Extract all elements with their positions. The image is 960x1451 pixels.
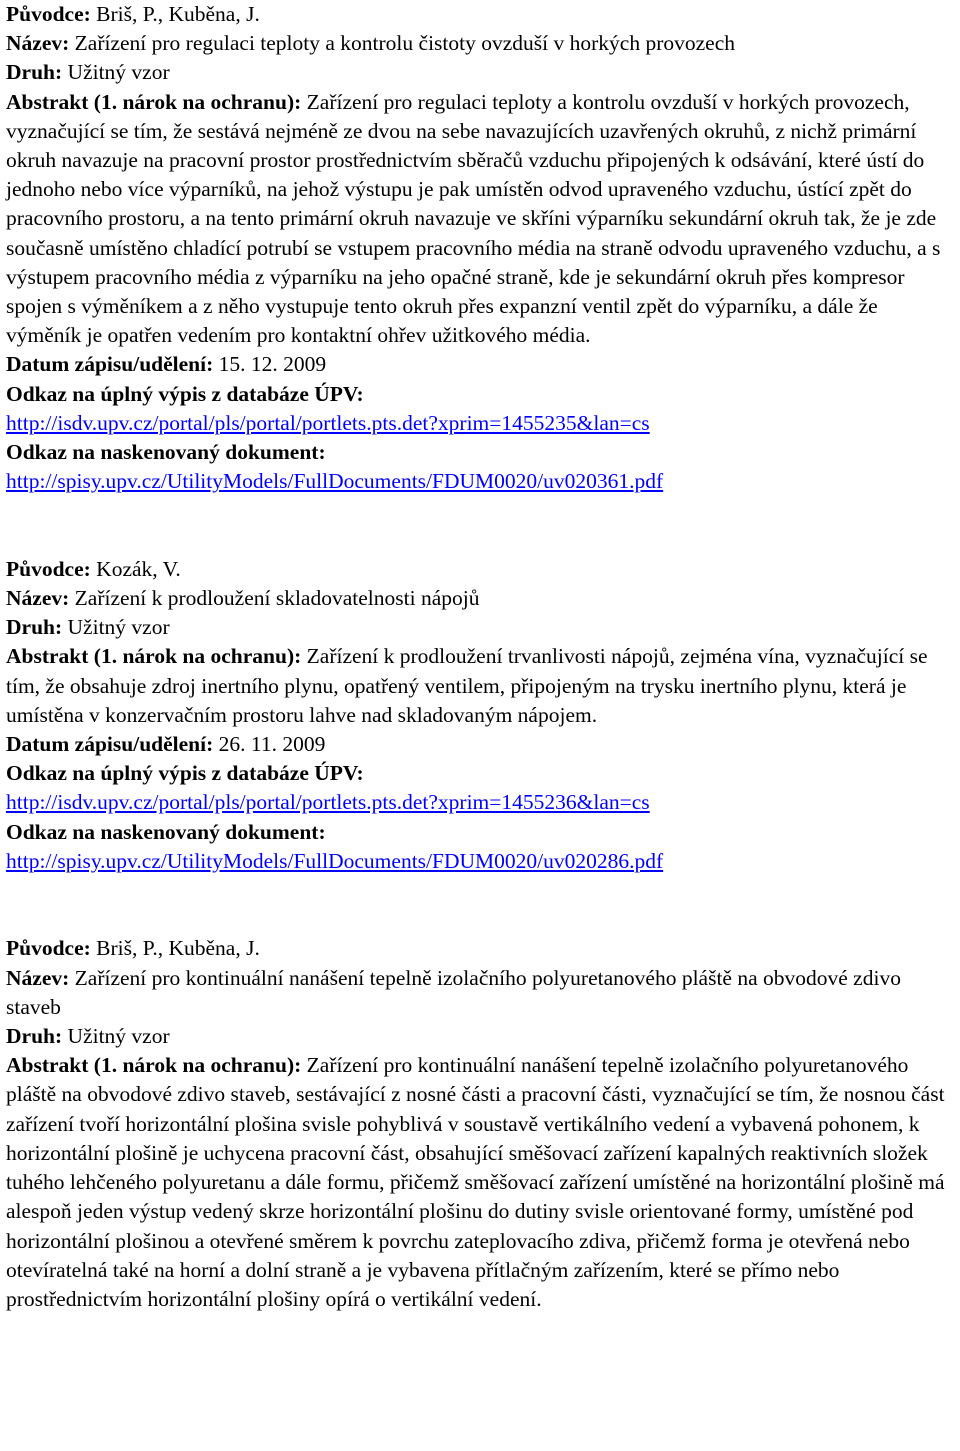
type-label: Druh: bbox=[6, 615, 63, 640]
abstract-paragraph bbox=[6, 88, 956, 351]
date-label: Datum zápisu/udělení: bbox=[6, 732, 214, 757]
abstract-paragraph bbox=[6, 642, 956, 730]
utility-model-record bbox=[6, 0, 956, 496]
scanned-document-link[interactable]: http://spisy.upv.cz/UtilityModels/FullDocuments/FDUM0020/uv020361.pdf bbox=[6, 469, 664, 494]
title-value: Zařízení k prodloužení skladovatelnosti nápojů bbox=[74, 586, 480, 611]
type-value: Užitný vzor bbox=[67, 60, 170, 85]
utility-model-record bbox=[6, 934, 956, 1314]
db-link-label: Odkaz na úplný výpis z databáze ÚPV: bbox=[6, 381, 364, 406]
title-value: Zařízení pro regulaci teploty a kontrolu čistoty ovzduší v horkých provozech bbox=[74, 31, 735, 56]
title-value: Zařízení pro kontinuální nanášení tepelně izolačního polyuretanového pláště na obvodové zdivo staveb bbox=[6, 965, 901, 1019]
doc-link-label: Odkaz na naskenovaný dokument: bbox=[6, 440, 326, 465]
type-label: Druh: bbox=[6, 1024, 63, 1049]
db-record-link[interactable]: http://isdv.upv.cz/portal/pls/portal/portlets.pts.det?xprim=1455236&lan=cs bbox=[6, 790, 650, 815]
title-line bbox=[6, 29, 956, 58]
type-value: Užitný vzor bbox=[67, 615, 170, 640]
abstract-text: Zařízení pro regulaci teploty a kontrolu ovzduší v horkých provozech, vyznačující se tím, že sestává nejméně ze dvou na sebe navazujících uzavřených okruhů, z nichž primární okruh navazuje na pracovní prostor prostřednictvím sběračů vzduchu připojených k odsávání, které ústí do jednoho nebo více výparníků, na jehož výstupu je pak umístěn odvod upraveného vzduchu, ústící zpět do pracovního prostoru, a na tento primární okruh navazuje ve skříni výparníku sekundární okruh tak, že je zde současně umístěno chladící potrubí se vstupem pracovního média na straně odvodu upraveného vzduchu, a s výstupem pracovního média z výparníku na jeho opačné straně, kde je sekundární okruh přes kompresor spojen s výměníkem a z něho vystupuje tento okruh přes expanzní ventil zpět do výparníku, a dále že výměník je opatřen vedením pro kontaktní ohřev užitkového média. bbox=[6, 89, 941, 348]
abstract-label: Abstrakt (1. nárok na ochranu): bbox=[6, 1053, 302, 1078]
authors-value: Briš, P., Kuběna, J. bbox=[96, 936, 260, 961]
title-label: Název: bbox=[6, 31, 70, 56]
authors-value: Briš, P., Kuběna, J. bbox=[96, 2, 260, 26]
type-value: Užitný vzor bbox=[67, 1024, 170, 1049]
type-line bbox=[6, 1022, 956, 1051]
type-label: Druh: bbox=[6, 60, 63, 85]
type-line bbox=[6, 58, 956, 87]
authors-line bbox=[6, 934, 956, 963]
doc-link-label: Odkaz na naskenovaný dokument: bbox=[6, 819, 326, 844]
date-line bbox=[6, 350, 956, 379]
date-value: 15. 12. 2009 bbox=[218, 352, 327, 377]
db-record-link[interactable]: http://isdv.upv.cz/portal/pls/portal/portlets.pts.det?xprim=1455235&lan=cs bbox=[6, 410, 650, 435]
authors-label: Původce: bbox=[6, 556, 91, 581]
abstract-label: Abstrakt (1. nárok na ochranu): bbox=[6, 89, 302, 114]
date-label: Datum zápisu/udělení: bbox=[6, 352, 214, 377]
authors-label: Původce: bbox=[6, 936, 91, 961]
abstract-text: Zařízení k prodloužení trvanlivosti nápojů, zejména vína, vyznačující se tím, že obsahuje zdroj inertního plynu, opatřený ventilem, připojeným na trysku inertního plynu, která je umístěna v konzervačním prostoru lahve nad skladovaným nápojem. bbox=[6, 644, 928, 727]
title-label: Název: bbox=[6, 586, 70, 611]
db-link-label: Odkaz na úplný výpis z databáze ÚPV: bbox=[6, 761, 364, 786]
date-value: 26. 11. 2009 bbox=[218, 732, 326, 757]
title-label: Název: bbox=[6, 965, 70, 990]
abstract-paragraph bbox=[6, 1051, 956, 1314]
abstract-text: Zařízení pro kontinuální nanášení tepelně izolačního polyuretanového pláště na obvodové zdivo staveb, sestávající z nosné části a pracovní části, vyznačující se tím, že nosnou část zařízení tvoří horizontální plošina svisle pohyblivá v soustavě vertikálního vedení a vybavená pohonem, k horizontální plošině je uchycena pracovní část, obsahující směšovací zařízení kapalných reaktivních složek tuhého lehčeného polyuretanu a dále formu, přičemž směšovací zařízení umístěné na horizontální plošině má alespoň jeden výstup vedený skrze horizontální plošinu do dutiny svisle orientované formy, umístěné pod horizontální plošinou a otevřené směrem k povrchu zateplovacího zdiva, přičemž forma je otevřená nebo otevíratelná také na horní a dolní straně a je vybavena přítlačným zařízením, které se přímo nebo prostřednictvím horizontální plošiny opírá o vertikální vedení. bbox=[6, 1053, 945, 1311]
authors-line bbox=[6, 0, 956, 29]
date-line bbox=[6, 730, 956, 759]
authors-label: Původce: bbox=[6, 2, 91, 26]
utility-model-record bbox=[6, 555, 956, 876]
title-line bbox=[6, 584, 956, 613]
scanned-document-link[interactable]: http://spisy.upv.cz/UtilityModels/FullDocuments/FDUM0020/uv020286.pdf bbox=[6, 848, 664, 873]
abstract-label: Abstrakt (1. nárok na ochranu): bbox=[6, 644, 302, 669]
type-line bbox=[6, 613, 956, 642]
authors-line bbox=[6, 555, 956, 584]
authors-value: Kozák, V. bbox=[96, 556, 181, 581]
title-line bbox=[6, 964, 956, 1022]
